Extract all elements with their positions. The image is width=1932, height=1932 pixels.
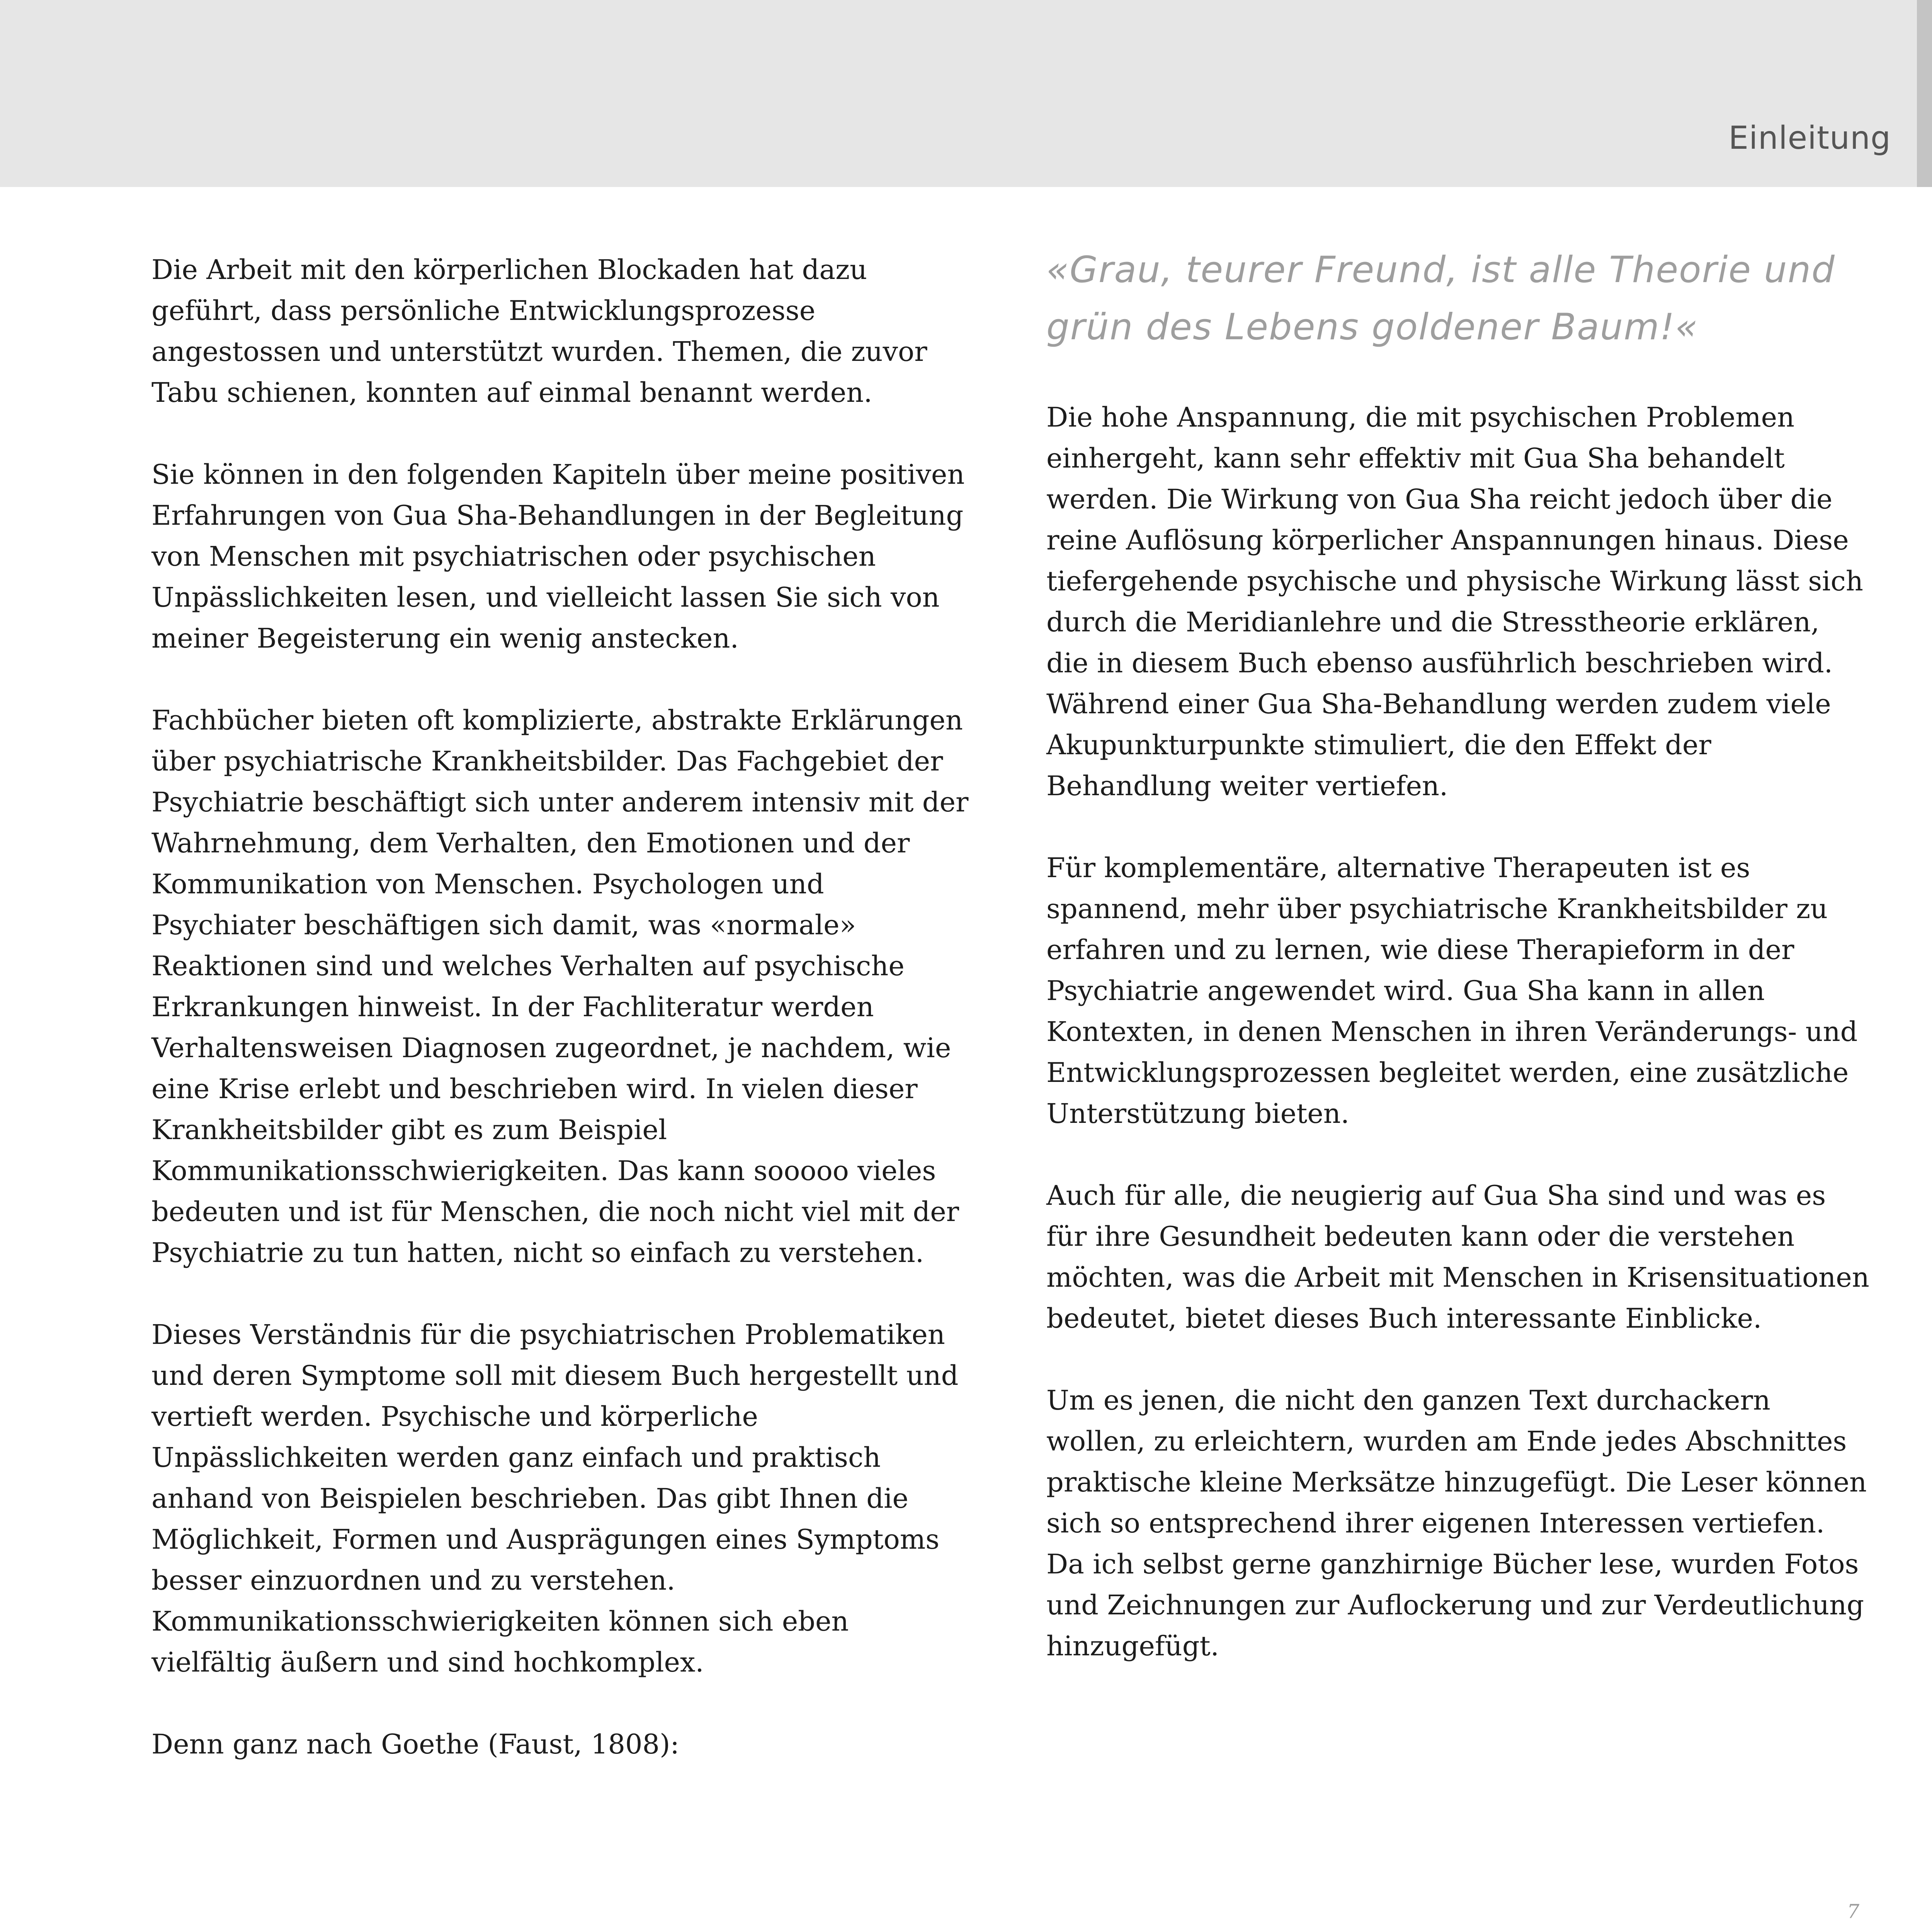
header-band <box>0 0 1917 187</box>
paragraph: Denn ganz nach Goethe (Faust, 1808): <box>151 1728 679 1760</box>
left-column <box>151 249 975 1806</box>
paragraph: Dieses Verständnis für die psychiatrischen Problematiken und deren Symptome soll mit diesem Buch hergestellt und vertieft werden. Psychische und körperliche Unpässlichkeiten werden ganz einfach und praktisch anhand von Beispielen beschrieben. Das gibt Ihnen die Möglichkeit, Formen und Ausprägungen eines Symptoms besser einzuordnen und zu verstehen. Kommunikationsschwierigkeiten können sich eben vielfältig äußern und sind hochkomplex. <box>151 1319 959 1678</box>
paragraph: Für komplementäre, alternative Therapeuten ist es spannend, mehr über psychiatrische Krankheitsbilder zu erfahren und zu lernen, wie diese Therapieform in der Psychiatrie angewendet wird. Gua Sha kann in allen Kontexten, in denen Menschen in ihren Veränderungs- und Entwicklungsprozessen begleitet werden, eine zusätzliche Unterstützung bieten. <box>1046 852 1858 1129</box>
right-column <box>1046 249 1869 1708</box>
section-title: Einleitung <box>1728 120 1891 156</box>
page-number: 7 <box>1847 1900 1859 1923</box>
paragraph: Sie können in den folgenden Kapiteln über meine positiven Erfahrungen von Gua Sha-Behandlungen in der Begleitung von Menschen mit psychiatrischen oder psychischen Unpässlichkeiten lesen, und vielleicht lassen Sie sich von meiner Begeisterung ein wenig anstecken. <box>151 459 965 654</box>
goethe-quote: «Grau, teurer Freund, ist alle Theorie und grün des Lebens goldener Baum!« <box>1046 249 1835 348</box>
paragraph: Um es jenen, die nicht den ganzen Text durchackern wollen, zu erleichtern, wurden am Ende jedes Abschnittes praktische kleine Merksätze hinzugefügt. Die Leser können sich so entsprechend ihrer eigenen Interessen vertiefen. Da ich selbst gerne ganzhirnige Bücher lese, wurden Fotos und Zeichnungen zur Auflockerung und zur Verdeutlichung hinzugefügt. <box>1046 1384 1867 1662</box>
paragraph: Die hohe Anspannung, die mit psychischen Problemen einhergeht, kann sehr effektiv mit Gua Sha behandelt werden. Die Wirkung von Gua Sha reicht jedoch über die reine Auflösung körperlicher Anspannungen hinaus. Diese tiefergehende psychische und physische Wirkung lässt sich durch die Meridianlehre und die Stresstheorie erklären, die in diesem Buch ebenso ausführlich beschrieben wird. Während einer Gua Sha-Behandlung werden zudem viele Akupunkturpunkte stimuliert, die den Effekt der Behandlung weiter vertiefen. <box>1046 401 1863 802</box>
paragraph: Fachbücher bieten oft komplizierte, abstrakte Erklärungen über psychiatrische Krankheitsbilder. Das Fachgebiet der Psychiatrie beschäftigt sich unter anderem intensiv mit der Wahrnehmung, dem Verhalten, den Emotionen und der Kommunikation von Menschen. Psychologen und Psychiater beschäftigen sich damit, was «normale» Reaktionen sind und welches Verhalten auf psychische Erkrankungen hinweist. In der Fachliteratur werden Verhaltensweisen Diagnosen zugeordnet, je nachdem, wie eine Krise erlebt und beschrieben wird. In vielen dieser Krankheitsbilder gibt es zum Beispiel Kommunikationsschwierigkeiten. Das kann sooooo vieles bedeuten und ist für Menschen, die noch nicht viel mit der Psychiatrie zu tun hatten, nicht so einfach zu verstehen. <box>151 704 969 1269</box>
header-tab-marker <box>1917 0 1932 187</box>
paragraph: Auch für alle, die neugierig auf Gua Sha sind und was es für ihre Gesundheit bedeuten kann oder die verstehen möchten, was die Arbeit mit Menschen in Krisensituationen bedeutet, bietet dieses Buch interessante Einblicke. <box>1046 1180 1869 1334</box>
paragraph: Die Arbeit mit den körperlichen Blockaden hat dazu geführt, dass persönliche Entwicklungsprozesse angestossen und unterstützt wurden. Themen, die zuvor Tabu schienen, konnten auf einmal benannt werden. <box>151 254 927 408</box>
